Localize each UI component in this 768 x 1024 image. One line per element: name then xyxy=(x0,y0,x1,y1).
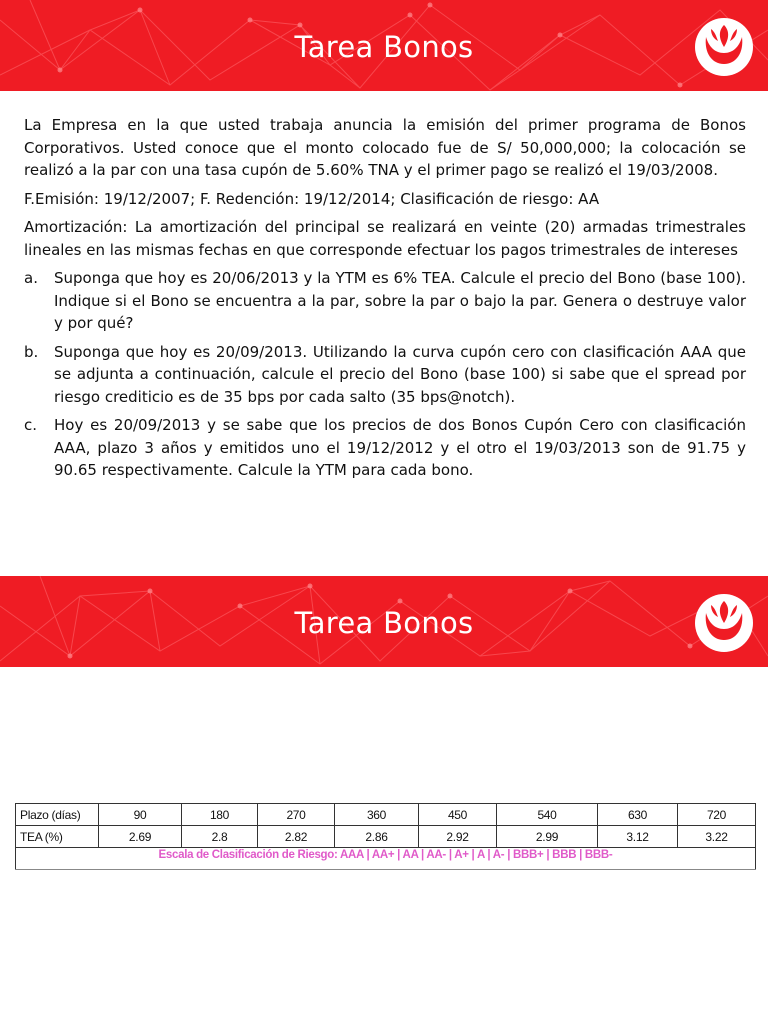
plazo-cell: 180 xyxy=(182,804,258,826)
row-label-tea: TEA (%) xyxy=(16,826,99,848)
rates-table xyxy=(15,803,756,870)
plazo-cell: 540 xyxy=(497,804,598,826)
row-label-plazo: Plazo (días) xyxy=(16,804,99,826)
risk-scale-note: Escala de Clasificación de Riesgo: AAA | AA+ | AA | AA- | A+ | A | A- | BBB+ | BBB | BBB- xyxy=(16,848,756,870)
list-item-text: Hoy es 20/09/2013 y se sabe que los precios de dos Bonos Cupón Cero con clasificación AAA, plazo 3 años y emitidos uno el 19/12/2012 y el otro el 19/03/2013 son de 91.75 y 90.65 respectivamente. Calcule la YTM para cada bono. xyxy=(54,416,746,479)
tea-cell: 2.99 xyxy=(497,826,598,848)
list-marker: b. xyxy=(24,342,39,361)
slide-2 xyxy=(0,576,768,1024)
list-item-text: Suponga que hoy es 20/09/2013. Utilizando la curva cupón cero con clasificación AAA que se adjunta a continuación, calcule el precio del Bono (base 100) si sabe que el spread por riesgo crediticio es de 35 bps por cada salto (35 bps@notch). xyxy=(54,342,746,406)
list-marker: a. xyxy=(24,269,38,287)
tea-cell: 2.8 xyxy=(182,826,258,848)
list-marker: c. xyxy=(24,416,38,434)
list-item xyxy=(24,267,746,335)
tea-cell: 3.12 xyxy=(598,826,678,848)
zero-coupon-curve-table xyxy=(15,803,755,870)
list-item xyxy=(24,341,746,409)
plazo-cell: 90 xyxy=(99,804,182,826)
tea-cell: 2.82 xyxy=(258,826,335,848)
page-title: Tarea Bonos xyxy=(294,30,474,64)
assignment-text xyxy=(24,114,746,488)
upc-logo-icon xyxy=(694,593,754,653)
plazo-cell: 450 xyxy=(419,804,497,826)
amortization-paragraph: Amortización: La amortización del principal se realizará en veinte (20) armadas trimestrales lineales en las mismas fechas en que corresponde efectuar los pagos trimestrales de intereses xyxy=(24,218,746,259)
dates-paragraph: F.Emisión: 19/12/2007; F. Redención: 19/12/2014; Clasificación de riesgo: AA xyxy=(24,189,600,208)
plazo-cell: 270 xyxy=(258,804,335,826)
slide-2-banner xyxy=(0,576,768,667)
tea-cell: 3.22 xyxy=(678,826,756,848)
table-row-scale xyxy=(16,848,756,870)
table-row-plazo xyxy=(16,804,756,826)
intro-paragraph: La Empresa en la que usted trabaja anuncia la emisión del primer programa de Bonos Corporativos. Usted conoce que el monto colocado fue de S/ 50,000,000; la colocación se realizó a la par con una tasa cupón de 5.60% TNA y el primer pago se realizó el 19/03/2008. xyxy=(24,116,746,179)
page-title: Tarea Bonos xyxy=(294,606,474,640)
plazo-cell: 360 xyxy=(335,804,419,826)
slide-1-banner xyxy=(0,0,768,91)
tea-cell: 2.69 xyxy=(99,826,182,848)
table-row-tea xyxy=(16,826,756,848)
tea-cell: 2.92 xyxy=(419,826,497,848)
upc-logo-icon xyxy=(694,17,754,77)
list-item-text: Suponga que hoy es 20/06/2013 y la YTM es 6% TEA. Calcule el precio del Bono (base 100). Indique si el Bono se encuentra a la par, sobre la par o bajo la par. Genera o destruye valor y por qué? xyxy=(54,269,746,332)
list-item xyxy=(24,414,746,482)
plazo-cell: 720 xyxy=(678,804,756,826)
tea-cell: 2.86 xyxy=(335,826,419,848)
plazo-cell: 630 xyxy=(598,804,678,826)
